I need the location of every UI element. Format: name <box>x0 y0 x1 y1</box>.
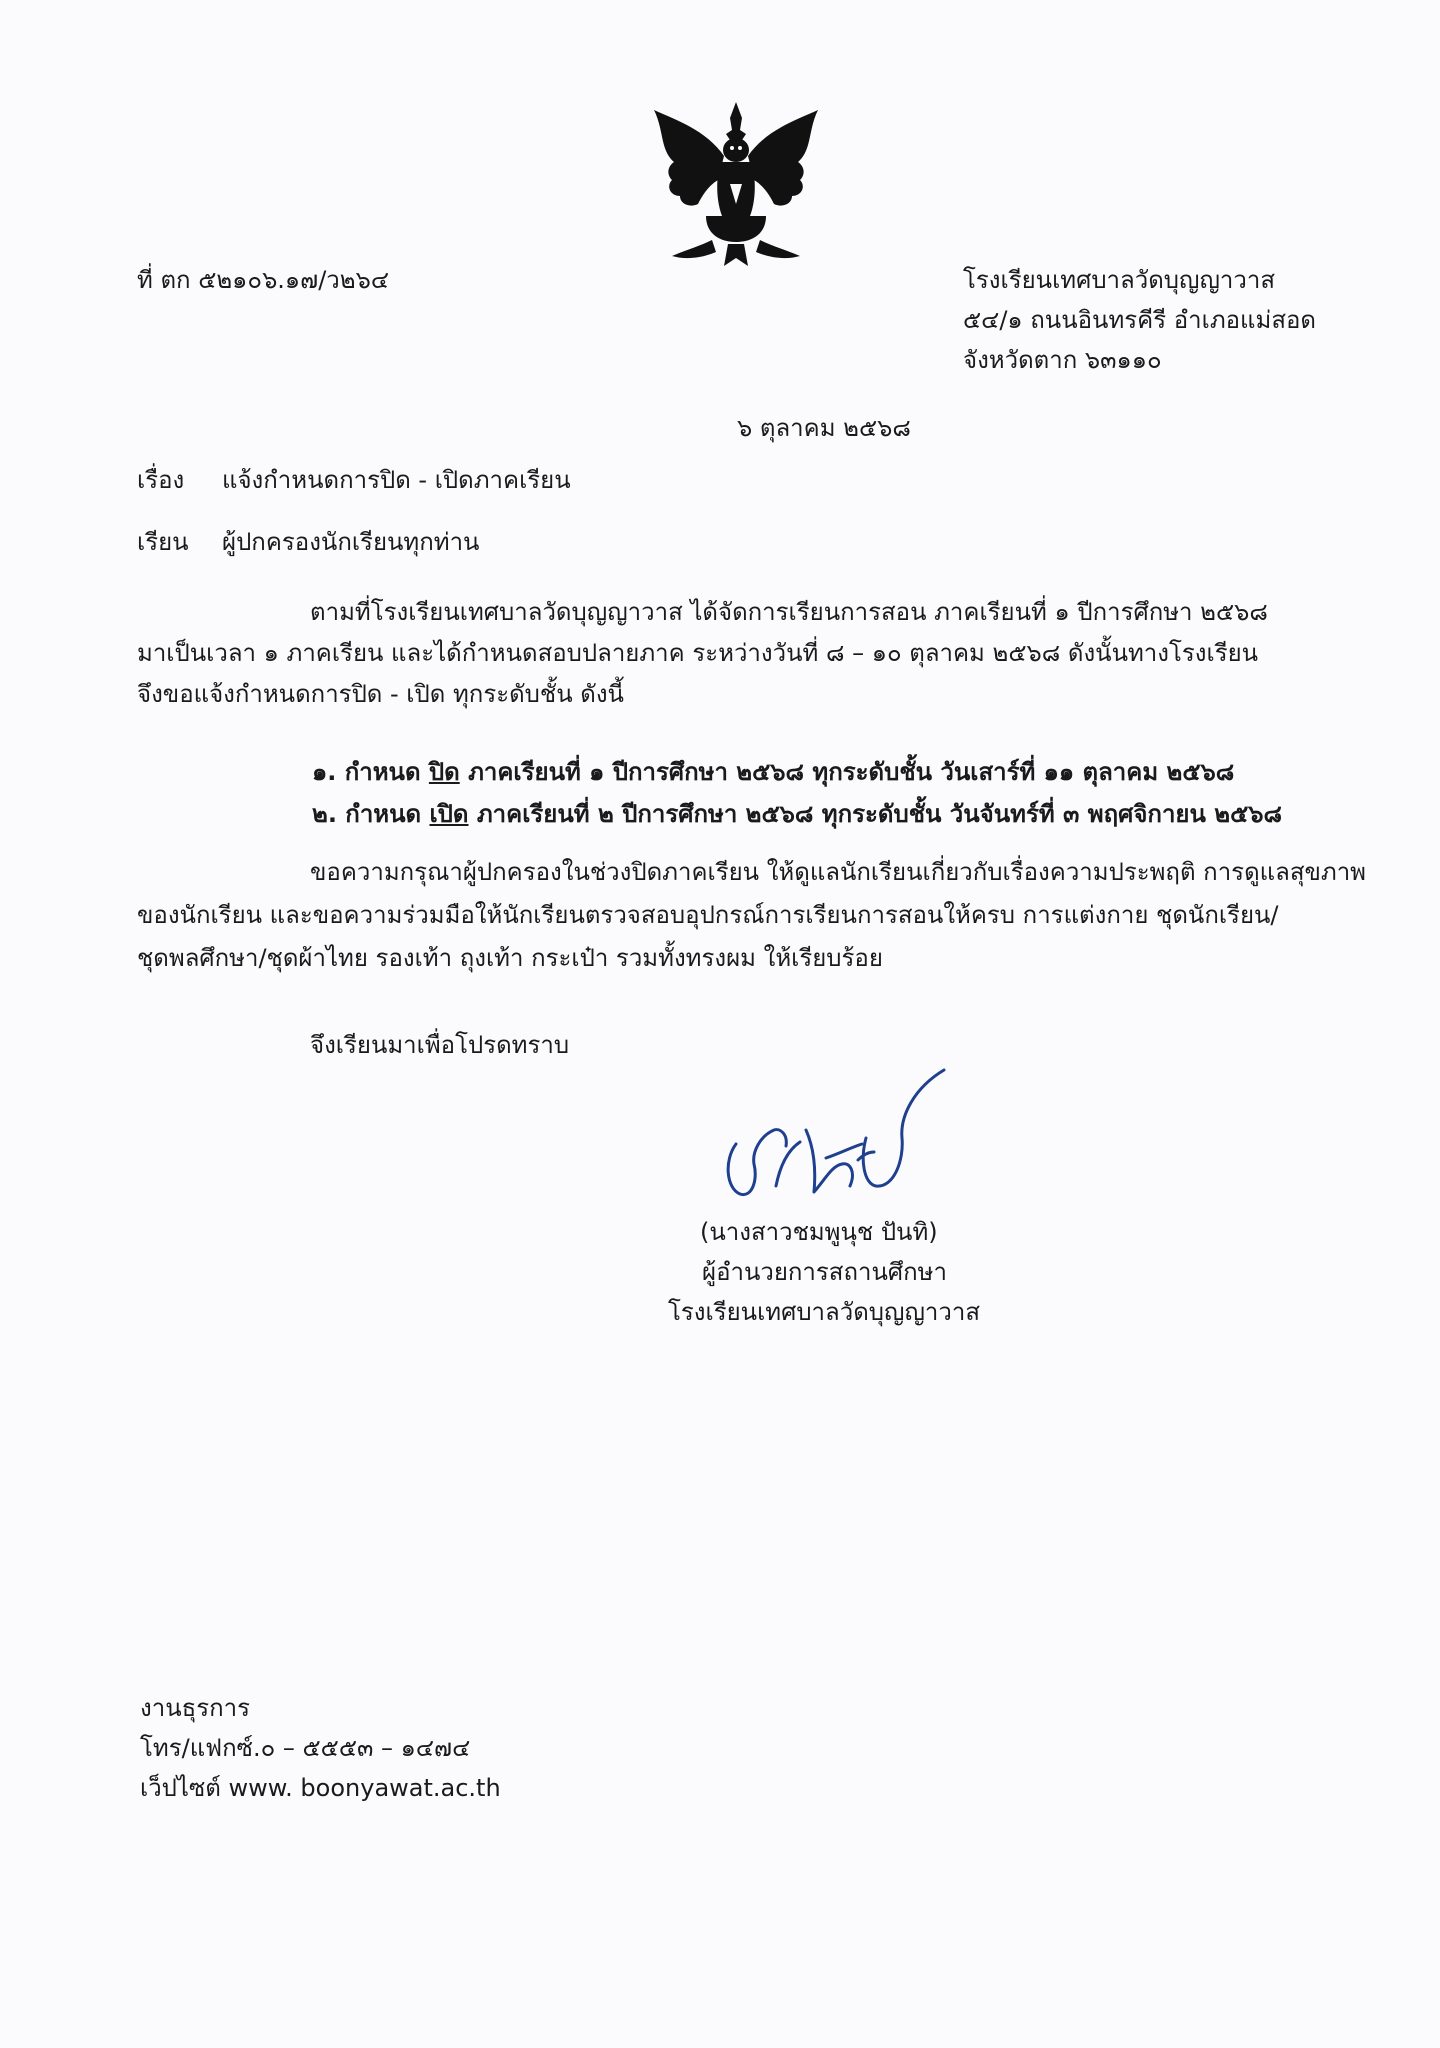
body1-line1: ตามที่โรงเรียนเทศบาลวัดบุญญาวาส ได้จัดการเรียนการสอน ภาคเรียนที่ ๑ ปีการศึกษา ๒๕๖๘ <box>310 598 1268 626</box>
signer-name: (นางสาวชมพูนุช ปันทิ) <box>700 1218 938 1246</box>
signer-school: โรงเรียนเทศบาลวัดบุญญาวาส <box>668 1298 981 1326</box>
body2-line3: ชุดพลศึกษา/ชุดผ้าไทย รองเท้า ถุงเท้า กระเป๋า รวมทั้งทรงผม ให้เรียบร้อย <box>137 944 883 972</box>
letter-date: ๖ ตุลาคม ๒๕๖๘ <box>737 414 911 442</box>
body1-line2: มาเป็นเวลา ๑ ภาคเรียน และได้กำหนดสอบปลายภาค ระหว่างวันที่ ๘ – ๑๐ ตุลาคม ๒๕๖๘ ดังนั้นทางโรงเรียน <box>137 639 1259 667</box>
school-address-line1: ๕๔/๑ ถนนอินทรคีรี อำเภอแม่สอด <box>963 306 1316 334</box>
footer-department: งานธุรการ <box>140 1694 251 1722</box>
garuda-emblem-icon <box>646 100 826 270</box>
item1-keyword: ปิด <box>428 758 460 786</box>
school-address-line2: จังหวัดตาก ๖๓๑๑๐ <box>963 346 1162 374</box>
signer-position: ผู้อำนวยการสถานศึกษา <box>702 1258 947 1286</box>
body2-line1: ขอความกรุณาผู้ปกครองในช่วงปิดภาคเรียน ให้ดูแลนักเรียนเกี่ยวกับเรื่องความประพฤติ การดูแลสุขภาพ <box>310 858 1366 886</box>
item2-rest: ภาคเรียนที่ ๒ ปีการศึกษา ๒๕๖๘ ทุกระดับชั้น วันจันทร์ที่ ๓ พฤศจิกายน ๒๕๖๘ <box>468 800 1282 828</box>
subject-text: แจ้งกำหนดการปิด - เปิดภาคเรียน <box>222 466 571 494</box>
subject-label: เรื่อง <box>137 466 185 494</box>
footer-phone: โทร/แฟกซ์.๐ – ๕๕๕๓ – ๑๔๗๔ <box>140 1734 471 1762</box>
school-name-header: โรงเรียนเทศบาลวัดบุญญาวาส <box>963 266 1276 294</box>
body2-line2: ของนักเรียน และขอความร่วมมือให้นักเรียนตรวจสอบอุปกรณ์การเรียนการสอนให้ครบ การแต่งกาย ชุดนักเรียน/ <box>137 901 1279 929</box>
footer-website: เว็ปไซต์ www. boonyawat.ac.th <box>140 1774 501 1802</box>
item1-prefix: ๑. กำหนด <box>312 758 429 786</box>
closing-text: จึงเรียนมาเพื่อโปรดทราบ <box>310 1031 570 1059</box>
item2-keyword: เปิด <box>429 800 469 828</box>
body1-line3: จึงขอแจ้งกำหนดการปิด - เปิด ทุกระดับชั้น ดังนี้ <box>137 680 624 708</box>
item1-rest: ภาคเรียนที่ ๑ ปีการศึกษา ๒๕๖๘ ทุกระดับชั้น วันเสาร์ที่ ๑๑ ตุลาคม ๒๕๖๘ <box>459 758 1235 786</box>
salutation-label: เรียน <box>137 528 189 556</box>
item2-prefix: ๒. กำหนด <box>312 800 430 828</box>
item-close-semester <box>312 752 1234 792</box>
reference-number: ที่ ตก ๕๒๑๐๖.๑๗/ว๒๖๔ <box>137 266 389 294</box>
salutation-text: ผู้ปกครองนักเรียนทุกท่าน <box>222 528 480 556</box>
signature <box>718 1068 948 1208</box>
item-open-semester <box>312 794 1282 834</box>
